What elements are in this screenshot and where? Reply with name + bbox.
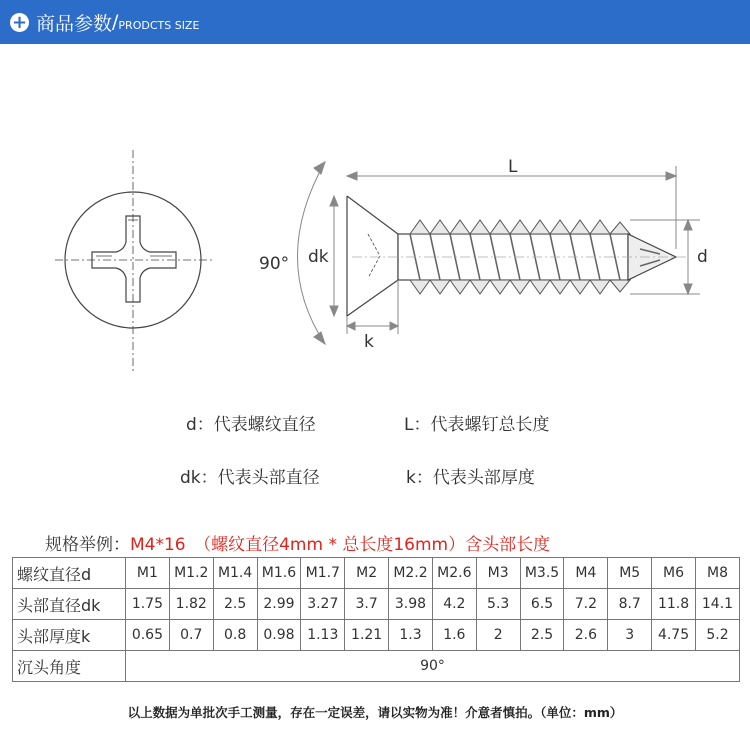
table-cell: M3 (476, 558, 520, 589)
table-cell: 1.21 (345, 620, 389, 651)
table-cell: 1.6 (432, 620, 476, 651)
table-cell: M2.2 (389, 558, 433, 589)
dk-label: dk (308, 247, 329, 267)
spec-example-value: M4*16 （螺纹直径4mm * 总长度16mm）含头部长度 (130, 535, 551, 555)
k-label: k (364, 332, 374, 352)
table-cell: M1.7 (301, 558, 345, 589)
table-cell: 1.75 (126, 589, 170, 620)
table-cell: 11.8 (652, 589, 696, 620)
table-cell: 3.27 (301, 589, 345, 620)
table-cell: M5 (608, 558, 652, 589)
table-cell: 8.7 (608, 589, 652, 620)
table-cell: M4 (564, 558, 608, 589)
table-cell: 2.5 (213, 589, 257, 620)
table-row (13, 589, 740, 620)
header-separator: / (112, 11, 119, 33)
footer-note: 以上数据为单批次手工测量，存在一定误差，请以实物为准！介意者慎拍。（单位：mm） (127, 705, 623, 720)
table-row (13, 620, 740, 651)
dk-dimension (330, 196, 338, 316)
table-cell: 1.3 (389, 620, 433, 651)
angle-label: 90° (259, 254, 290, 274)
table-cell: 14.1 (695, 589, 739, 620)
table-cell: 3.7 (345, 589, 389, 620)
table-cell: 1.13 (301, 620, 345, 651)
table-cell: 2.6 (564, 620, 608, 651)
table-cell: M1.6 (257, 558, 301, 589)
table-cell: 0.98 (257, 620, 301, 651)
table-cell: 5.3 (476, 589, 520, 620)
row-header-thread-diameter: 螺纹直径d (13, 558, 126, 589)
table-cell: 0.7 (169, 620, 213, 651)
spec-example-prefix: 规格举例： (45, 535, 130, 555)
table-cell: M1 (126, 558, 170, 589)
plus-circle-icon: + (11, 11, 28, 33)
k-dimension (347, 280, 398, 334)
legend-k: k：代表头部厚度 (406, 468, 535, 488)
spec-table (12, 557, 740, 682)
header-title: 商品参数 (36, 12, 113, 35)
row-header-head-diameter: 头部直径dk (13, 589, 126, 620)
legend-d: d：代表螺纹直径 (186, 415, 316, 435)
table-cell: 2.5 (520, 620, 564, 651)
table-cell: M1.4 (213, 558, 257, 589)
header-bar (0, 0, 750, 44)
table-cell: M2 (345, 558, 389, 589)
table-cell: 1.82 (169, 589, 213, 620)
legend-dk: dk：代表头部直径 (180, 468, 320, 488)
table-cell: M8 (695, 558, 739, 589)
screw-side-view (347, 196, 676, 316)
table-cell: 4.2 (432, 589, 476, 620)
screw-diagram (0, 44, 750, 384)
L-label: L (508, 157, 518, 177)
spec-example (45, 530, 550, 555)
table-cell: 2 (476, 620, 520, 651)
table-cell: 3.98 (389, 589, 433, 620)
table-cell: 7.2 (564, 589, 608, 620)
table-cell: 0.8 (213, 620, 257, 651)
row-header-countersink-angle: 沉头角度 (13, 651, 126, 682)
row-header-head-thickness: 头部厚度k (13, 620, 126, 651)
table-cell: 3 (608, 620, 652, 651)
table-row (13, 651, 740, 682)
table-cell: M1.2 (169, 558, 213, 589)
table-cell: M3.5 (520, 558, 564, 589)
table-cell: M6 (652, 558, 696, 589)
table-cell: M2.6 (432, 558, 476, 589)
countersink-angle-value: 90° (126, 651, 740, 682)
d-label: d (697, 247, 708, 267)
table-cell: 0.65 (126, 620, 170, 651)
table-cell: 5.2 (695, 620, 739, 651)
legend-L: L：代表螺钉总长度 (404, 415, 550, 435)
head-top-view (55, 150, 212, 372)
table-cell: 2.99 (257, 589, 301, 620)
table-cell: 6.5 (520, 589, 564, 620)
header-subtitle: PRODCTS SIZE (118, 18, 200, 32)
table-row (13, 558, 740, 589)
table-cell: 4.75 (652, 620, 696, 651)
